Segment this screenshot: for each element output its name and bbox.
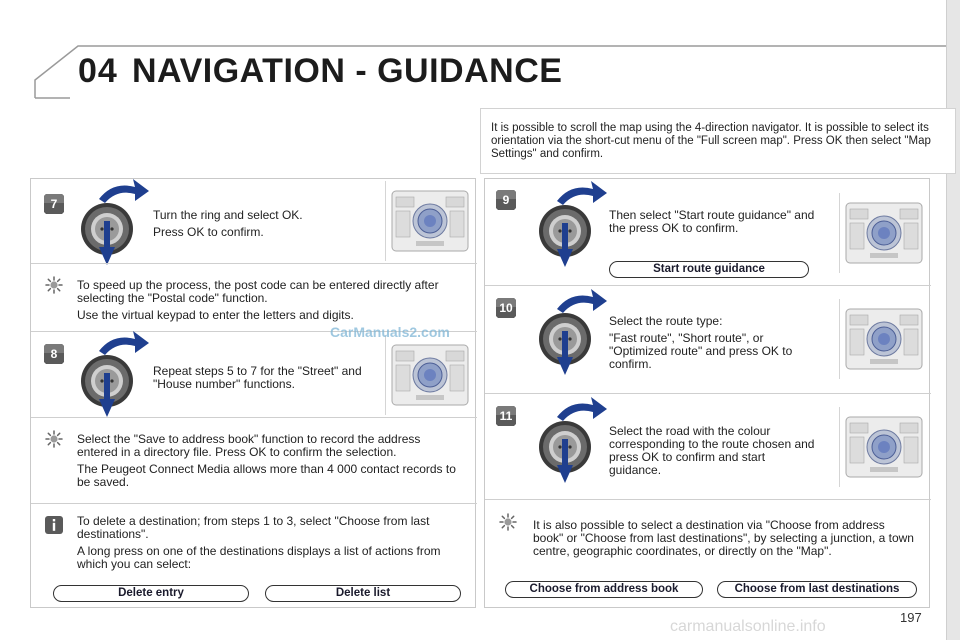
delete-list-button[interactable]: Delete list — [265, 585, 461, 602]
tip-sun-icon — [45, 276, 63, 294]
top-note-box — [480, 108, 956, 174]
left-instruction-panel — [30, 178, 476, 608]
watermark-carmanuals2: CarManuals2.com — [330, 324, 450, 340]
step-7-number: 7 — [50, 197, 58, 211]
navigator-knob-icon — [79, 329, 155, 419]
tip-1-line-1: To speed up the process, the post code can be entered directly after selecting the "Postal code" function. — [77, 278, 439, 305]
watermark-carmanualsonline: carmanualsonline.info — [670, 618, 826, 635]
step-10-line-2: "Fast route", "Short route", or "Optimized route" and press OK to confirm. — [609, 331, 793, 371]
step-8-badge — [43, 343, 65, 365]
step-9-badge — [495, 189, 517, 211]
choose-from-address-book-button[interactable]: Choose from address book — [505, 581, 703, 598]
row-divider — [485, 393, 931, 394]
row-divider — [31, 503, 477, 504]
step-9-text: Then select "Start route guidance" and the press OK to confirm. — [609, 208, 815, 235]
page-title: NAVIGATION - GUIDANCE — [132, 52, 563, 90]
choose-from-last-destinations-button[interactable]: Choose from last destinations — [717, 581, 917, 598]
radio-unit-icon — [839, 193, 925, 273]
radio-unit-icon — [839, 299, 925, 379]
step-9-number: 9 — [502, 193, 510, 207]
step-11-badge — [495, 405, 517, 427]
info-line-1: To delete a destination; from steps 1 to 3, select "Choose from last destinations". — [77, 514, 430, 541]
navigator-knob-icon — [537, 179, 613, 269]
right-instruction-panel — [484, 178, 930, 608]
radio-unit-icon — [839, 407, 925, 487]
delete-entry-button[interactable]: Delete entry — [53, 585, 249, 602]
tip-1-text — [77, 279, 457, 326]
chapter-number: 04 — [78, 52, 118, 90]
step-7-line-1: Turn the ring and select OK. — [153, 208, 303, 222]
step-10-badge — [495, 297, 517, 319]
tip-1-line-2: Use the virtual keypad to enter the letters and digits. — [77, 308, 354, 322]
radio-unit-icon — [385, 181, 471, 261]
step-11-number: 11 — [499, 409, 513, 423]
right-tip-text: It is also possible to select a destination via "Choose from address book" or "Choose from last destinations", by selecting a junction, a town centre, geographic coordinates, or directly on the "Map". — [533, 518, 914, 558]
start-route-guidance-button[interactable]: Start route guidance — [609, 261, 809, 278]
step-7-text — [153, 209, 373, 243]
info-line-2: A long press on one of the destinations displays a list of actions from which you can select: — [77, 544, 441, 571]
tip-sun-icon — [499, 513, 517, 531]
tip-2-line-1: Select the "Save to address book" function to record the address entered in a directory file. Press OK to confirm the selection. — [77, 432, 421, 459]
tip-sun-icon — [45, 430, 63, 448]
step-8-number: 8 — [50, 347, 58, 361]
navigator-knob-icon — [79, 177, 155, 267]
page-number: 197 — [900, 610, 922, 625]
step-7-line-2: Press OK to confirm. — [153, 225, 264, 239]
row-divider — [31, 417, 477, 418]
step-11-text: Select the road with the colour corresponding to the route chosen and press OK to confirm and start guidance. — [609, 424, 815, 477]
navigator-knob-icon — [537, 395, 613, 485]
tip-2-text — [77, 433, 457, 493]
radio-unit-icon — [385, 335, 471, 415]
row-divider — [485, 499, 931, 500]
page-edge-strip — [946, 0, 960, 640]
step-8-text: Repeat steps 5 to 7 for the "Street" and "House number" functions. — [153, 364, 362, 391]
row-divider — [31, 263, 477, 264]
navigator-knob-icon — [537, 287, 613, 377]
info-icon — [45, 516, 63, 534]
info-text — [77, 515, 467, 575]
tip-2-line-2: The Peugeot Connect Media allows more than 4 000 contact records to be saved. — [77, 462, 456, 489]
step-10-number: 10 — [499, 301, 513, 315]
top-note-text: It is possible to scroll the map using the 4-direction navigator. It is possible to select its orientation via the short-cut menu of the "Full screen map". Press OK then select "Map Settings" and confirm. — [491, 122, 931, 160]
step-7-badge — [43, 193, 65, 215]
step-10-line-1: Select the route type: — [609, 314, 723, 328]
row-divider — [485, 285, 931, 286]
step-10-text — [609, 315, 819, 375]
